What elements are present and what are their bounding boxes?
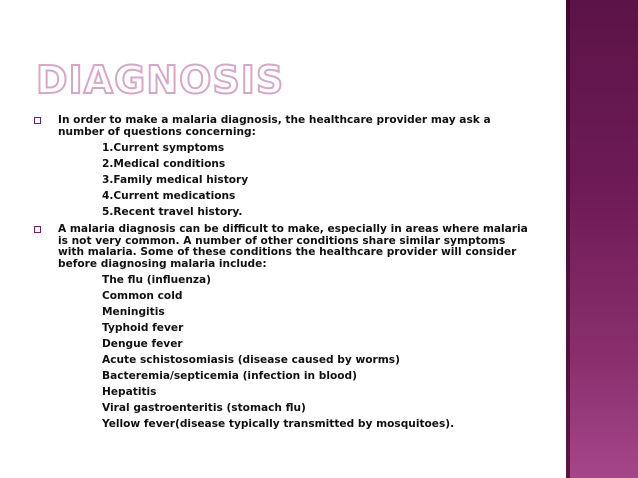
list-item: 3.Family medical history (102, 174, 249, 186)
bullet-text-1: In order to make a malaria diagnosis, the healthcare provider may ask a number of questions concerning: (58, 114, 491, 138)
list-item: Meningitis (102, 306, 165, 318)
list-item: Bacteremia/septicemia (infection in blood) (102, 370, 357, 382)
slide-content (34, 115, 534, 432)
list-item: Dengue fever (102, 338, 183, 350)
list-item: 5.Recent travel history. (102, 206, 243, 218)
list-item: Common cold (102, 290, 183, 302)
list-item: 4.Current medications (102, 190, 236, 202)
question-list (102, 140, 534, 220)
square-bullet-icon (34, 226, 41, 233)
list-item: 2.Medical conditions (102, 158, 226, 170)
bullet-point-2 (34, 224, 534, 270)
list-item: The flu (influenza) (102, 274, 212, 286)
condition-list (102, 272, 534, 432)
slide-title: DIAGNOSIS (36, 58, 285, 102)
list-item: 1.Current symptoms (102, 142, 225, 154)
list-item: Hepatitis (102, 386, 157, 398)
square-bullet-icon (34, 117, 41, 124)
bullet-point-1 (34, 115, 534, 138)
list-item: Yellow fever(disease typically transmitted by mosquitoes). (102, 418, 455, 430)
bullet-text-2: A malaria diagnosis can be difficult to make, especially in areas where malaria is not very common. A number of other conditions share similar symptoms with malaria. Some of these conditions the healthcare provider will consider before diagnosing malaria include: (58, 223, 528, 270)
decorative-sidebar (566, 0, 638, 478)
list-item: Typhoid fever (102, 322, 184, 334)
list-item: Viral gastroenteritis (stomach flu) (102, 402, 306, 414)
list-item: Acute schistosomiasis (disease caused by worms) (102, 354, 400, 366)
sidebar-edge (566, 0, 570, 478)
